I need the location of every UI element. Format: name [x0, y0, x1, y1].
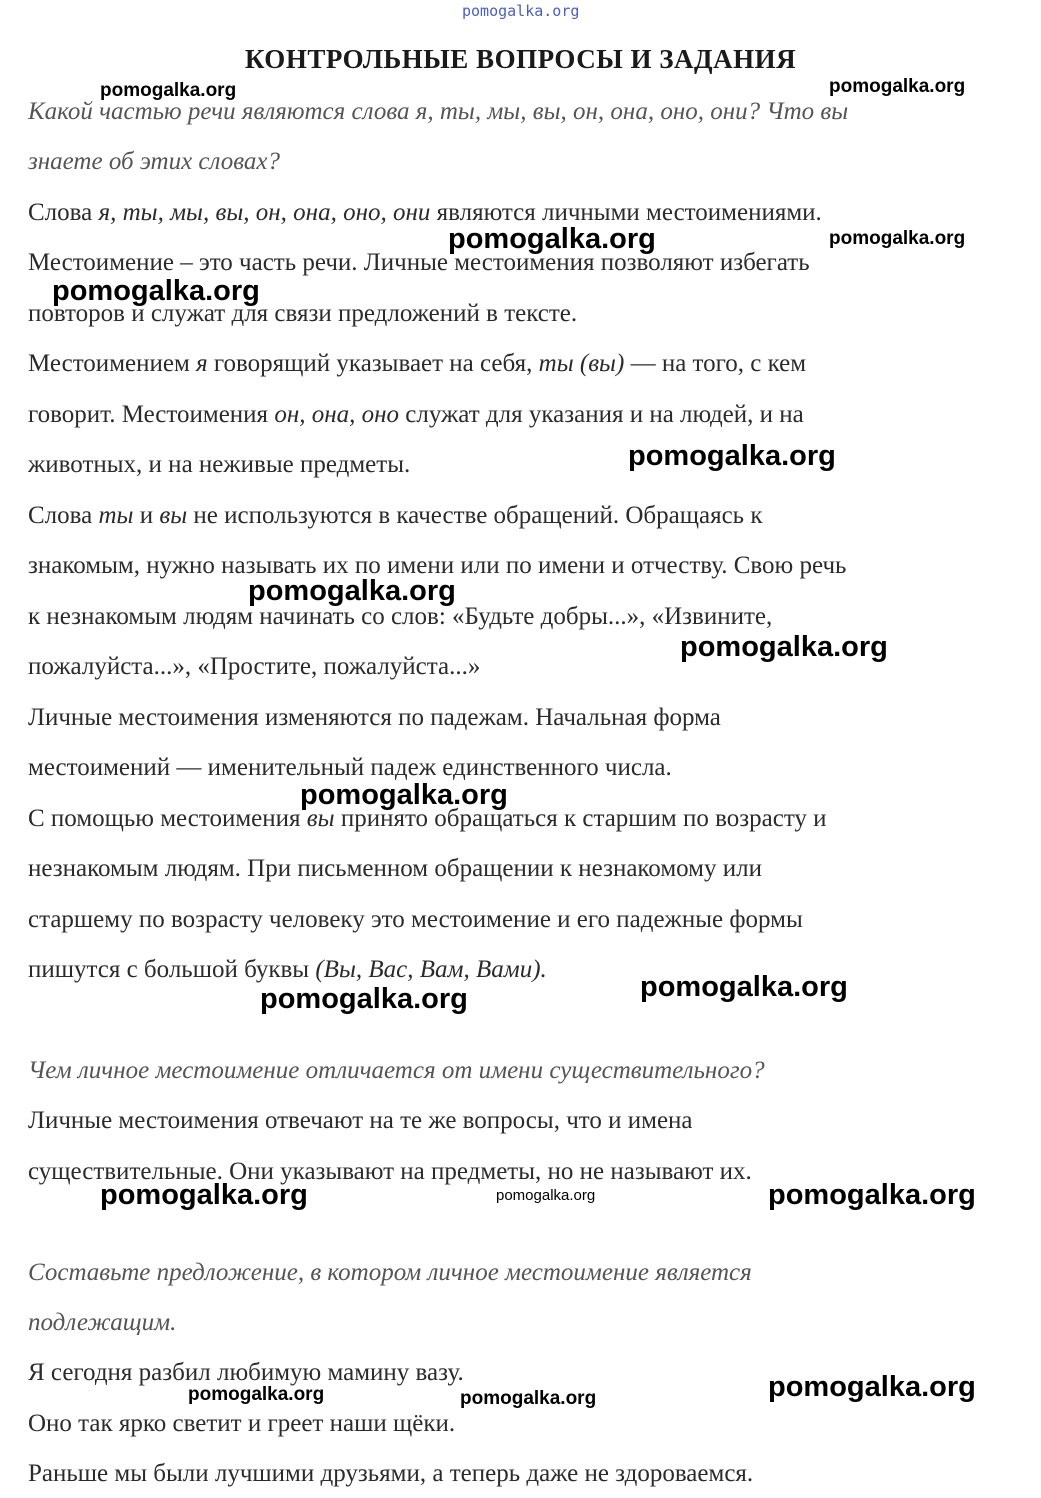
text-segment: говорящий указывает на себя,	[207, 350, 539, 377]
italic-segment: ты	[98, 502, 134, 529]
italic-segment: ты (вы)	[538, 350, 625, 377]
answer-1-line-8: знакомым, нужно называть их по имени или по имени и отчеству. Свою речь	[28, 552, 847, 579]
question-1-line-2: знаете об этих словах?	[28, 148, 280, 175]
watermark: pomogalka.org	[248, 575, 456, 607]
question-2: Чем личное местоимение отличается от имени существительного?	[28, 1057, 765, 1084]
answer-1-line-16	[28, 955, 547, 985]
watermark: pomogalka.org	[188, 1384, 325, 1405]
watermark: pomogalka.org	[640, 971, 848, 1003]
question-3-line-2: подлежащим.	[28, 1309, 177, 1336]
page-title: КОНТРОЛЬНЫЕ ВОПРОСЫ И ЗАДАНИЯ	[244, 44, 797, 74]
answer-1-line-6: животных, и на неживые предметы.	[28, 451, 411, 478]
answer-1-line-15: старшему по возрасту человеку это местоимение и его падежные формы	[28, 906, 803, 933]
watermark: pomogalka.org	[448, 223, 656, 255]
answer-1-line-10: пожалуйста...», «Простите, пожалуйста...»	[28, 653, 481, 680]
answer-1-line-1	[28, 198, 822, 228]
header-watermark: pomogalka.org	[462, 2, 580, 20]
text-segment: принято обращаться к старшим по возрасту и	[334, 805, 827, 832]
italic-segment: он, она, оно	[274, 401, 400, 428]
watermark: pomogalka.org	[52, 275, 260, 307]
watermark: pomogalka.org	[829, 76, 966, 97]
answer-1-line-14: незнакомым людям. При письменном обращении к незнакомому или	[28, 855, 762, 882]
watermark: pomogalka.org	[768, 1371, 976, 1403]
watermark: pomogalka.org	[680, 631, 888, 663]
text-segment: являются личными местоимениями.	[430, 199, 822, 226]
answer-3-line-2: Оно так ярко светит и греет наши щёки.	[28, 1410, 456, 1437]
italic-segment: вы	[306, 805, 335, 832]
answer-1-line-11: Личные местоимения изменяются по падежам. Начальная форма	[28, 704, 721, 731]
watermark: pomogalka.org	[300, 779, 508, 811]
watermark: pomogalka.org	[768, 1179, 976, 1211]
answer-3-line-1: Я сегодня разбил любимую мамину вазу.	[28, 1359, 464, 1386]
text-segment: С помощью местоимения	[28, 805, 307, 832]
answer-1-line-9: к незнакомым людям начинать со слов: «Будьте добры...», «Извините,	[28, 603, 773, 630]
question-3-line-1: Составьте предложение, в котором личное местоимение является	[28, 1259, 752, 1286]
watermark: pomogalka.org	[100, 1179, 308, 1211]
answer-1-line-4	[28, 349, 806, 379]
italic-segment: (Вы, Вас, Вам, Вами).	[315, 956, 547, 983]
text-segment: Местоимением	[28, 350, 197, 377]
text-segment: и	[133, 502, 160, 529]
text-segment: служат для указания и на людей, и на	[399, 401, 804, 428]
text-segment: Слова	[28, 502, 99, 529]
watermark: pomogalka.org	[628, 440, 836, 472]
answer-1-line-3: повторов и служат для связи предложений в тексте.	[28, 300, 578, 327]
answer-1-line-2: Местоимение – это часть речи. Личные местоимения позволяют избегать	[28, 249, 810, 276]
text-segment: Слова	[28, 199, 99, 226]
answer-1-line-12: местоимений — именительный падеж единственного числа.	[28, 754, 672, 781]
italic-segment: я	[196, 350, 208, 377]
watermark: pomogalka.org	[460, 1388, 597, 1409]
text-segment: говорит. Местоимения	[28, 401, 275, 428]
answer-1-line-5	[28, 400, 804, 430]
answer-2-line-1: Личные местоимения отвечают на те же вопросы, что и имена	[28, 1107, 693, 1134]
watermark: pomogalka.org	[829, 228, 966, 249]
answer-3-line-3: Раньше мы были лучшими друзьями, а теперь даже не здороваемся.	[28, 1460, 754, 1487]
italic-segment: я, ты, мы, вы, он, она, оно, они	[98, 199, 431, 226]
italic-segment: вы	[159, 502, 188, 529]
watermark: pomogalka.org	[100, 80, 237, 101]
watermark: pomogalka.org	[260, 983, 468, 1015]
answer-2-line-2: существительные. Они указывают на предметы, но не называют их.	[28, 1158, 752, 1185]
watermark: pomogalka.org	[496, 1187, 596, 1204]
question-1-line-1: Какой частью речи являются слова я, ты, мы, вы, он, она, оно, они? Что вы	[28, 98, 849, 125]
answer-1-line-7	[28, 501, 762, 531]
text-segment: — на того, с кем	[624, 350, 807, 377]
text-segment: не используются в качестве обращений. Обращаясь к	[187, 502, 763, 529]
text-segment: пишутся с большой буквы	[28, 956, 316, 983]
